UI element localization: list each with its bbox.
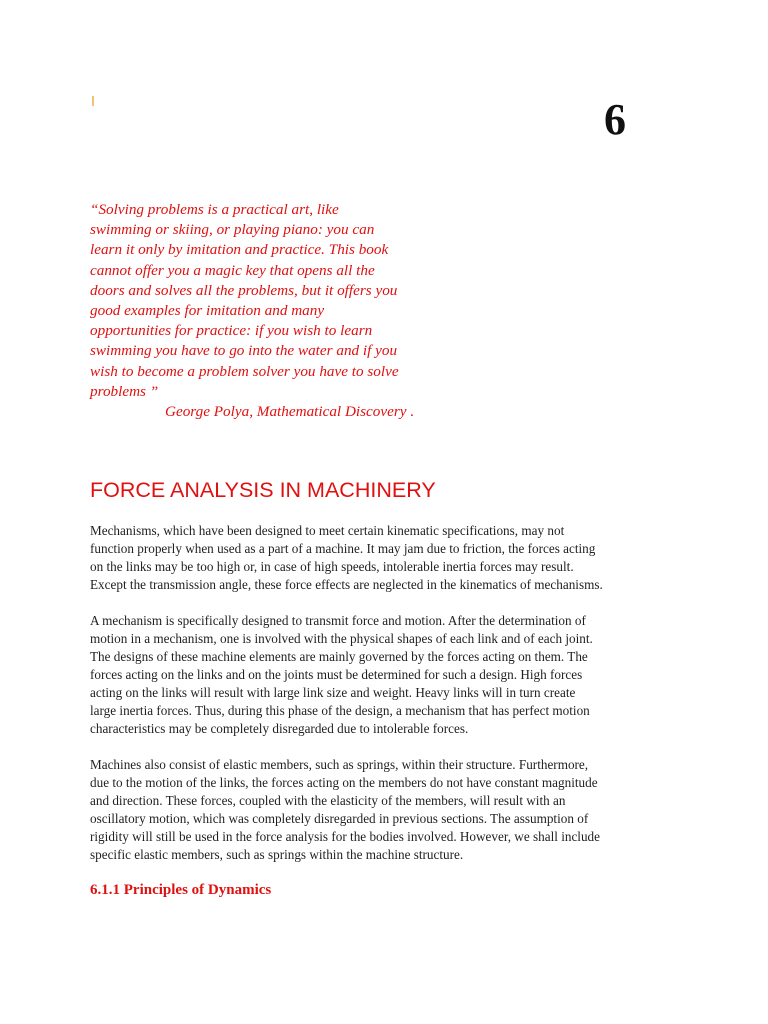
- paragraph-line: rigidity will still be used in the force analysis for the bodies involved. However, we shall include: [90, 829, 601, 844]
- paragraph-line: motion in a mechanism, one is involved with the physical shapes of each link and of each joint.: [90, 631, 593, 646]
- epigraph-line: “Solving problems is a practical art, like: [90, 201, 339, 218]
- paragraph-line: specific elastic members, such as springs within the machine structure.: [90, 847, 464, 862]
- paragraph-line: due to the motion of the links, the forces acting on the members do not have constant magnitude: [90, 775, 598, 790]
- epigraph-attribution: George Polya, Mathematical Discovery .: [165, 403, 415, 421]
- paragraph-line: acting on the links will result with large link size and weight. Heavy links will in turn create: [90, 685, 576, 700]
- chapter-title: FORCE ANALYSIS IN MACHINERY: [90, 478, 436, 502]
- paragraph-line: forces acting on the links and on the joints must be determined for such a design. High forces: [90, 667, 583, 682]
- paragraph: [90, 612, 690, 738]
- paragraph-line: large inertia forces. Thus, during this phase of the design, a mechanism that has perfect motion: [90, 703, 590, 718]
- paragraph-line: oscillatory motion, which was completely disregarded in previous sections. The assumption of: [90, 811, 589, 826]
- epigraph-line: problems ”: [90, 382, 159, 400]
- paragraph-line: on the links may be too high or, in case of high speeds, intolerable inertia forces may result.: [90, 559, 574, 574]
- paragraph-line: function properly when used as a part of a machine. It may jam due to friction, the forces acting: [90, 541, 596, 556]
- chapter-number: 6: [604, 95, 626, 144]
- epigraph-line: swimming or skiing, or playing piano: you can: [90, 221, 375, 239]
- epigraph-line: cannot offer you a magic key that opens all the: [90, 261, 375, 279]
- paragraph-line: and direction. These forces, coupled with the elasticity of the members, will result with an: [90, 793, 566, 808]
- paragraph-line: Machines also consist of elastic members, such as springs, within their structure. Furthermore,: [90, 757, 589, 772]
- paragraph-line: characteristics may be completely disregarded due to intolerable forces.: [90, 721, 469, 736]
- body-text: [90, 522, 690, 882]
- paragraph-line: The designs of these machine elements are mainly governed by the forces acting on them. The: [90, 649, 588, 664]
- paragraph-line: A mechanism is specifically designed to transmit force and motion. After the determination of: [90, 613, 586, 628]
- epigraph-line: good examples for imitation and many: [90, 302, 325, 320]
- epigraph-line: wish to become a problem solver you have to solve: [90, 362, 399, 380]
- paragraph-line: Mechanisms, which have been designed to meet certain kinematic specifications, may not: [90, 523, 565, 538]
- paragraph-line: Except the transmission angle, these force effects are neglected in the kinematics of mechanisms.: [90, 577, 603, 592]
- paragraph: [90, 522, 690, 594]
- epigraph-quote: [90, 200, 462, 422]
- epigraph-line: opportunities for practice: if you wish to learn: [90, 322, 373, 340]
- corner-mark: [92, 96, 94, 106]
- epigraph-line: learn it only by imitation and practice. This book: [90, 241, 389, 259]
- section-heading: 6.1.1 Principles of Dynamics: [90, 882, 272, 898]
- epigraph-line: swimming you have to go into the water and if you: [90, 342, 398, 360]
- epigraph-line: doors and solves all the problems, but it offers you: [90, 281, 398, 299]
- paragraph: [90, 756, 690, 864]
